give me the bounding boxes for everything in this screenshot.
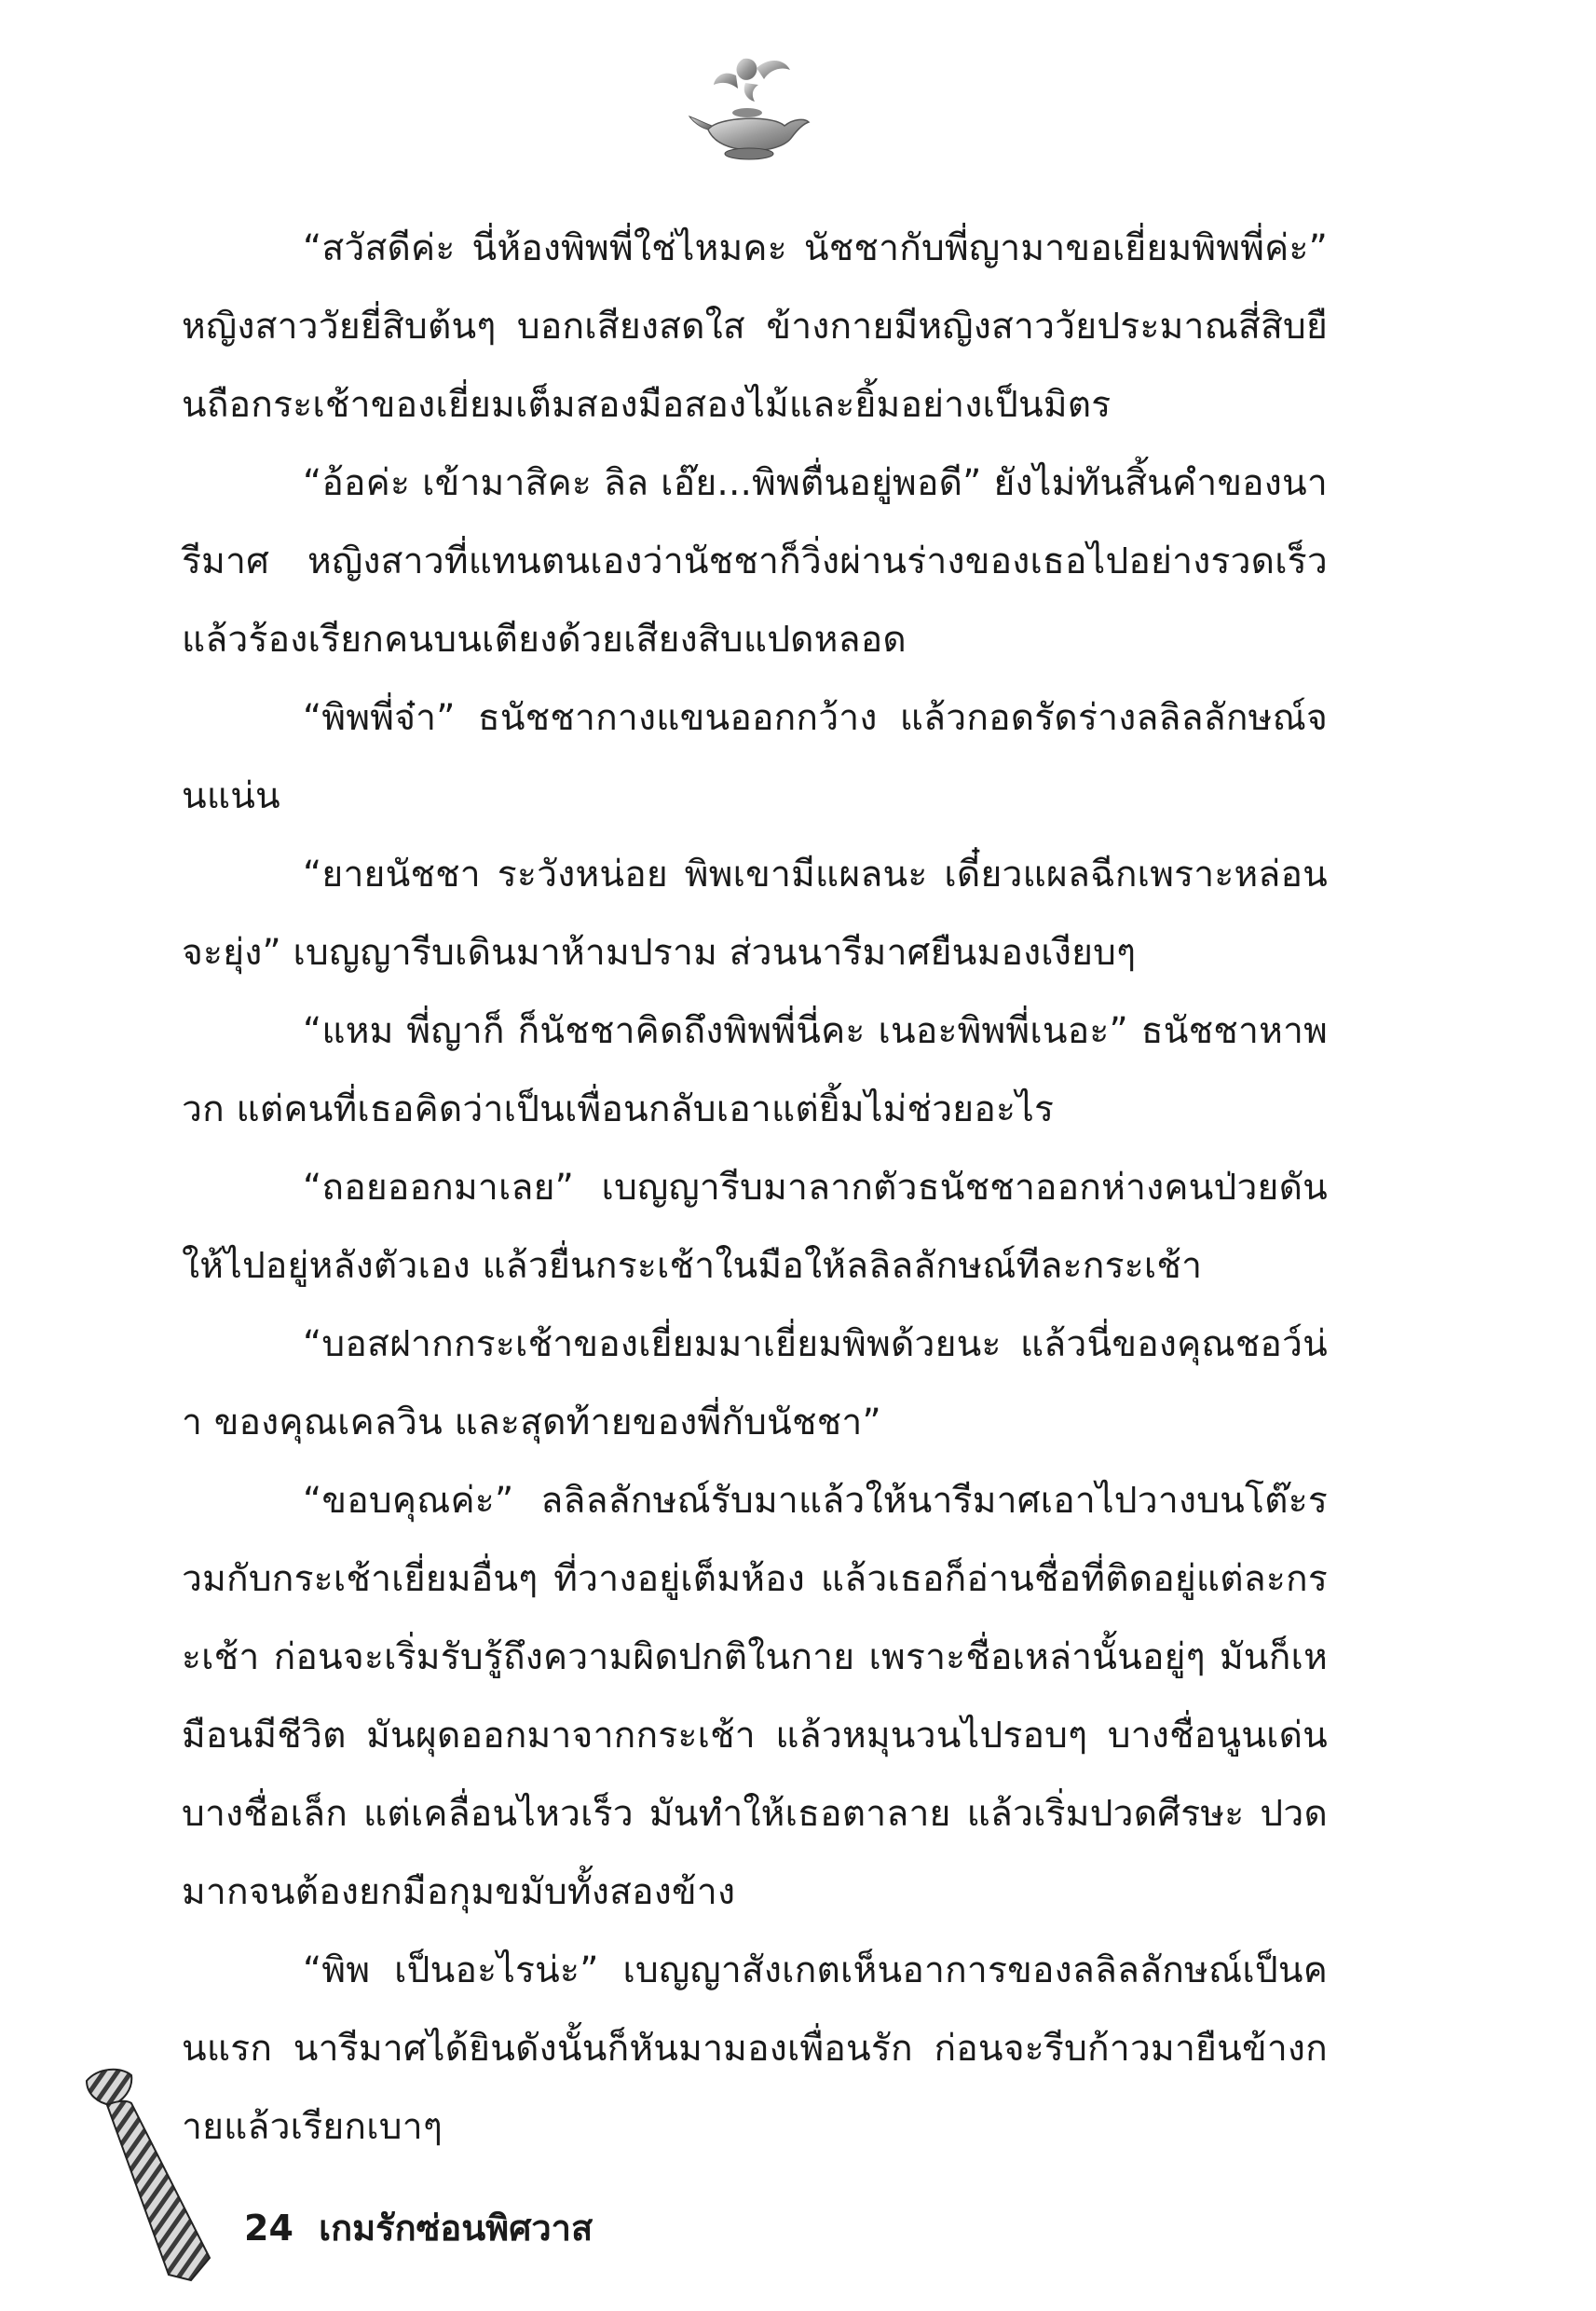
genie-lamp-icon: [680, 51, 820, 163]
paragraph: “ถอยออกมาเลย” เบญญารีบมาลากตัวธนัชชาออกห่างคนป่วยดันให้ไปอยู่หลังตัวเอง แล้วยื่นกระเช้าในมือให้ลลิลลักษณ์ทีละกระเช้า: [182, 1167, 1328, 1287]
paragraph: “พิพ เป็นอะไรน่ะ” เบญญาสังเกตเห็นอาการของลลิลลักษณ์เป็นคนแรก นารีมาศได้ยินดังนั้นก็หันมามองเพื่อนรัก ก่อนจะรีบก้าวมายืนข้างกายแล้วเรียกเบาๆ: [182, 1949, 1328, 2148]
paragraph: “ยายนัชชา ระวังหน่อย พิพเขามีแผลนะ เดี๋ยวแผลฉีกเพราะหล่อนจะยุ่ง” เบญญารีบเดินมาห้ามปราม ส่วนนารีมาศยืนมองเงียบๆ: [182, 854, 1328, 974]
body-text: [182, 210, 1328, 2148]
necktie-icon: [79, 2064, 219, 2288]
paragraph: “บอสฝากกระเช้าของเยี่ยมมาเยี่ยมพิพด้วยนะ แล้วนี่ของคุณชอว์น่า ของคุณเคลวิน และสุดท้ายของพี่กับนัชชา”: [182, 1323, 1328, 1443]
book-title: เกมรักซ่อนพิศวาส: [319, 2208, 593, 2249]
paragraph: “แหม พี่ญาก็ ก็นัชชาคิดถึงพิพพี่นี่คะ เนอะพิพพี่เนอะ” ธนัชชาหาพวก แต่คนที่เธอคิดว่าเป็นเพื่อนกลับเอาแต่ยิ้มไม่ช่วยอะไร: [182, 1010, 1328, 1130]
paragraph: “อ้อค่ะ เข้ามาสิคะ ลิล เอ๊ย...พิพตื่นอยู่พอดี” ยังไม่ทันสิ้นคำของนารีมาศ หญิงสาวที่แทนตนเองว่านัชชาก็วิ่งผ่านร่างของเธอไปอย่างรวดเร็ว แล้วร้องเรียกคนบนเตียงด้วยเสียงสิบแปดหลอด: [182, 462, 1328, 661]
paragraph: “ขอบคุณค่ะ” ลลิลลักษณ์รับมาแล้วให้นารีมาศเอาไปวางบนโต๊ะรวมกับกระเช้าเยี่ยมอื่นๆ ที่วางอยู่เต็มห้อง แล้วเธอก็อ่านชื่อที่ติดอยู่แต่ละกระเช้า ก่อนจะเริ่มรับรู้ถึงความผิดปกติในกาย เพราะชื่อเหล่านั้นอยู่ๆ มันก็เหมือนมีชีวิต มันผุดออกมาจากกระเช้า แล้วหมุนวนไปรอบๆ บางชื่อนูนเด่น บางชื่อเล็ก แต่เคลื่อนไหวเร็ว มันทำให้เธอตาลาย แล้วเริ่มปวดศีรษะ ปวดมากจนต้องยกมือกุมขมับทั้งสองข้าง: [182, 1480, 1328, 1913]
page-number: 24: [244, 2208, 293, 2249]
page-footer: [244, 2199, 593, 2256]
paragraph: “สวัสดีค่ะ นี่ห้องพิพพี่ใช่ไหมคะ นัชชากับพี่ญามาขอเยี่ยมพิพพี่ค่ะ” หญิงสาววัยยี่สิบต้นๆ บอกเสียงสดใส ข้างกายมีหญิงสาววัยประมาณสี่สิบยืนถือกระเช้าของเยี่ยมเต็มสองมือสองไม้และยิ้มอย่างเป็นมิตร: [182, 227, 1328, 426]
paragraph: “พิพพี่จ๋า” ธนัชชากางแขนออกกว้าง แล้วกอดรัดร่างลลิลลักษณ์จนแน่น: [182, 697, 1328, 817]
